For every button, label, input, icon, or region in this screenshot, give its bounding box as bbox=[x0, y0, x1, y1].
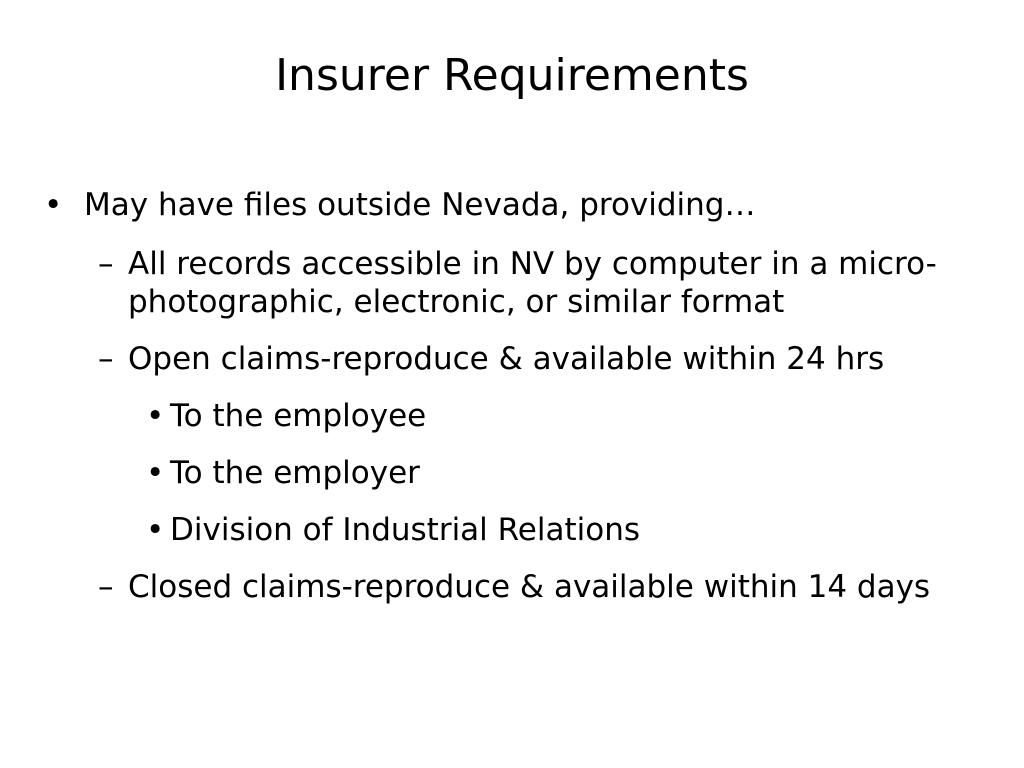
bullet-item-level2 bbox=[98, 245, 1004, 321]
bullet-text: May have files outside Nevada, providing… bbox=[84, 187, 756, 223]
bullet-item-level2 bbox=[98, 340, 1004, 378]
bullet-list bbox=[44, 186, 1004, 625]
bullet-item-level3 bbox=[146, 397, 1004, 435]
bullet-text: To the employer bbox=[170, 455, 420, 491]
bullet-dot-marker: • bbox=[44, 187, 63, 223]
bullet-text: Closed claims-reproduce & available within 14 days bbox=[128, 569, 931, 605]
bullet-text: To the employee bbox=[170, 398, 427, 434]
dash-marker: – bbox=[98, 341, 114, 377]
bullet-item-level3 bbox=[146, 511, 1004, 549]
bullet-text: Division of Industrial Relations bbox=[170, 512, 641, 548]
bullet-dot-marker: • bbox=[146, 398, 165, 434]
bullet-dot-marker: • bbox=[146, 512, 165, 548]
dash-marker: – bbox=[98, 246, 114, 282]
bullet-item-level1 bbox=[44, 186, 1004, 224]
dash-marker: – bbox=[98, 569, 114, 605]
slide-title: Insurer Requirements bbox=[275, 50, 749, 101]
bullet-item-level3 bbox=[146, 454, 1004, 492]
bullet-text: All records accessible in NV by computer in a micro-photographic, electronic, or similar format bbox=[128, 246, 937, 320]
bullet-text: Open claims-reproduce & available within 24 hrs bbox=[128, 341, 885, 377]
bullet-item-level2 bbox=[98, 568, 1004, 606]
bullet-dot-marker: • bbox=[146, 455, 165, 491]
